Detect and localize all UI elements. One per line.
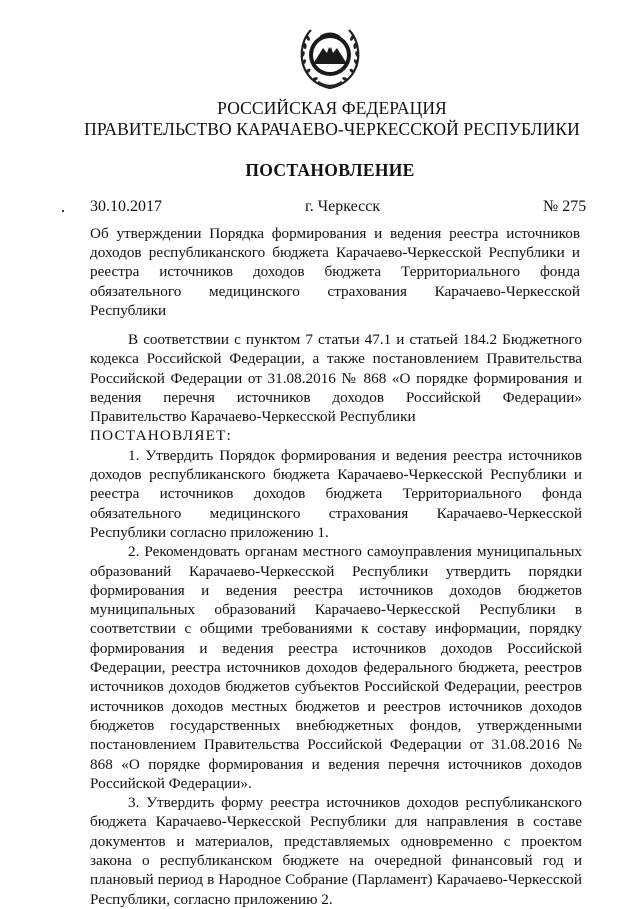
document-type: ПОСТАНОВЛЕНИЕ [245, 160, 415, 180]
item-3-paragraph: 3. Утвердить форму реестра источников доходов республиканского бюджета Карачаево-Черкесской Республики для направления в составе документов и материалов, представляемых одновременно с проектом закона о республиканском бюджете на очередной финансовый год и плановый период в Народное Собрание (Парламент) Карачаево-Черкесской Республики, согласно приложению 2. [90, 794, 582, 908]
coat-of-arms-icon [296, 22, 364, 92]
item-1-paragraph: 1. Утвердить Порядок формирования и ведения реестра источников доходов республиканского бюджета Карачаево-Черкесской Республики и реестра источников доходов бюджета Территориального фонда обязательного медицинского страхования Карачаево-Черкесской Республики согласно приложению 1. [90, 446, 582, 541]
document-city: г. Черкесск [305, 198, 381, 215]
document-body [90, 330, 582, 909]
document-date: 30.10.2017 [90, 198, 162, 215]
header-country: РОССИЙСКАЯ ФЕДЕРАЦИЯ [217, 98, 447, 118]
document-subject: Об утверждении Порядка формирования и ведения реестра источников доходов республиканского бюджета Карачаево-Черкесской Республики и реестра источников доходов бюджета Территориального фонда обязательного медицинского страхования Карачаево-Черкесской Республики [90, 225, 580, 319]
item-2-paragraph: 2. Рекомендовать органам местного самоуправления муниципальных образований Карачаево-Черкесской Республики утвердить порядки формирования и ведения реестра источников доходов бюджетов муниципальных образований Карачаево-Черкесской Республики в соответствии с общими требованиями к составу информации, порядку формирования и ведения реестра источников доходов Российской Федерации, реестра источников доходов федерального бюджета, реестров источников доходов бюджетов субъектов Российской Федерации, реестров источников доходов местных бюджетов и реестров источников доходов бюджетов государственных внебюджетных фондов, утвержденными постановлением Правительства Российской Федерации от 31.08.2016 № 868 «О порядке формирования и ведения перечня источников доходов Российской Федерации». [90, 543, 582, 792]
scan-dot [62, 210, 64, 212]
decree-heading: ПОСТАНОВЛЯЕТ: [90, 427, 233, 445]
document-number: № 275 [543, 198, 587, 215]
header-government: ПРАВИТЕЛЬСТВО КАРАЧАЕВО-ЧЕРКЕССКОЙ РЕСПУБЛИКИ [84, 119, 580, 139]
preamble-paragraph: В соответствии с пунктом 7 статьи 47.1 и статьей 184.2 Бюджетного кодекса Российской Федерации, а также постановлением Правительства Российской Федерации от 31.08.2016 № 868 «О порядке формирования и ведения перечня источников доходов Российской Федерации» Правительство Карачаево-Черкесской Республики [90, 331, 582, 426]
